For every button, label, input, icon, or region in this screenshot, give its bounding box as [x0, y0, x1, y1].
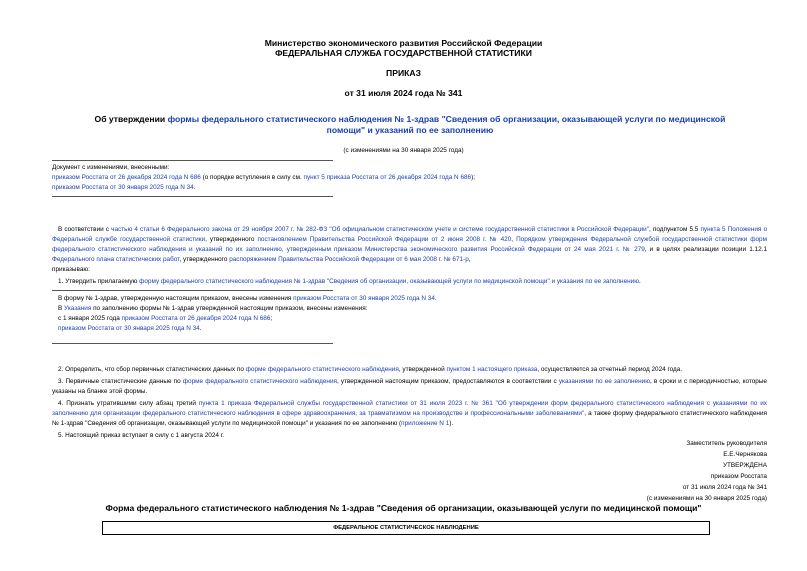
preamble-text — [52, 225, 767, 265]
item-5: 5. Настоящий приказ вступает в силу с 1 августа 2024 г. — [58, 432, 225, 439]
item4-link-appendix[interactable]: приложение N 1 — [401, 420, 450, 427]
divider-bottom — [52, 196, 333, 197]
amend-4 — [52, 324, 767, 334]
preamble-link-plan[interactable]: Федерального плана статистических работ — [52, 256, 180, 263]
amend1-link[interactable]: приказом Росстата от 30 января 2025 года N 34 — [293, 295, 435, 302]
amend2-t2: по заполнению формы № 1-здрав утвержденной настоящим приказом, внесены изменения: — [91, 305, 368, 312]
signer-role: Заместитель руководителя — [686, 440, 767, 447]
preamble-t6: , утвержденного — [179, 256, 230, 263]
form-title: Форма федерального статистического наблюдения № 1-здрав "Сведения об организации, оказывающей услуги по медицинской помощи" — [105, 503, 702, 513]
divider-amend-bottom — [52, 343, 333, 344]
item1-t2: . — [639, 278, 641, 285]
title-link[interactable]: формы федерального статистического наблюдения № 1-здрав "Сведения об организации, оказывающей услуги по медицинской помощи" и указаний по ее заполнению — [167, 114, 726, 135]
change-text: (о порядке вступления в силу см. — [200, 174, 304, 181]
item4-t2: , а также форму федерального статистического наблюдения № 1-здрав "Сведения об организации, оказывающей услуги по медицинской помощи" и указания по ее заполнению ( — [52, 410, 767, 427]
amend2-link[interactable]: Указания — [64, 305, 92, 312]
item3-t3: , в сроки и с периодичностью, которые указаны на бланке этой формы. — [52, 378, 767, 395]
divider-top — [52, 160, 333, 161]
preamble — [52, 225, 767, 287]
preamble-t2: , подпунктом 5.5 — [649, 226, 701, 233]
change-link-34[interactable]: приказом Росстата от 30 января 2025 года N 34 — [52, 184, 194, 191]
changes-item-1 — [52, 173, 767, 183]
title-prefix: Об утверждении — [94, 114, 168, 124]
item4-t1: 4. Признать утратившими силу абзац третий — [58, 400, 199, 407]
preamble-t5: , и в целях реализации позиции 1.12.1 — [644, 246, 767, 253]
fsn-header-box: ФЕДЕРАЛЬНОЕ СТАТИСТИЧЕСКОЕ НАБЛЮДЕНИЕ — [102, 521, 710, 535]
item1-t1: 1. Утвердить прилагаемую — [58, 278, 140, 285]
item4-t3: ). — [449, 420, 454, 427]
change-text-end: ); — [471, 174, 476, 181]
item3-link-instructions[interactable]: указаниями по ее заполнению — [558, 378, 650, 385]
change-text-end-2: . — [193, 184, 196, 191]
preamble-t3: , утвержденного — [205, 236, 258, 243]
preamble-t4: , — [511, 236, 517, 243]
divider-amend-top — [52, 290, 333, 291]
doc-date-number: от 31 июля 2024 года № 341 — [344, 88, 463, 98]
item2-t3: , осуществляется за отчетный период 2024 года. — [537, 366, 683, 373]
item-2 — [52, 365, 767, 375]
item1-link-form[interactable]: форму федерального статистического наблюдения № 1-здрав "Сведения об организации, оказывающей услуги по медицинской помощи" и указания по ее заполнению — [139, 278, 640, 285]
preamble-t1: В соответствии с — [58, 226, 112, 233]
preamble-link-law[interactable]: частью 4 статьи 6 Федерального закона от 29 ноября 2007 г. № 282-ФЗ "Об официальном статистическом учете и системе государственной статистики в Российской Федерации" — [111, 226, 650, 233]
item2-t2: , утвержденной — [398, 366, 447, 373]
amend1-end: . — [434, 295, 437, 302]
change-link-686[interactable]: приказом Росстата от 26 декабря 2024 года N 686 — [52, 174, 201, 181]
approved-date: от 31 июля 2024 года № 341 — [682, 484, 767, 491]
amend2-t1: В — [58, 305, 65, 312]
doc-type: ПРИКАЗ — [386, 68, 421, 78]
amend-3 — [52, 314, 767, 324]
amendments-block — [52, 294, 767, 334]
changes-item-2 — [52, 183, 767, 193]
change-link-686-p5[interactable]: пункт 5 приказа Росстата от 26 декабря 2024 года N 686 — [303, 174, 472, 181]
amend1-text: В форму № 1-здрав, утвержденную настоящим приказом, внесены изменения — [58, 295, 294, 302]
items-block — [52, 365, 767, 441]
item2-t1: 2. Определить, что сбор первичных статистических данных по — [58, 366, 246, 373]
item2-link-point[interactable]: пунктом 1 настоящего приказа — [446, 366, 538, 373]
item3-link-form[interactable]: форме федерального статистического наблюдения — [182, 378, 337, 385]
signer-name: Е.Е.Чернякова — [723, 451, 767, 458]
amend-2 — [52, 304, 767, 314]
amend3-end: ; — [270, 315, 273, 322]
amend-1 — [52, 294, 767, 304]
service-heading: ФЕДЕРАЛЬНАЯ СЛУЖБА ГОСУДАРСТВЕННОЙ СТАТИСТИКИ — [275, 48, 532, 58]
preamble-link-decree[interactable]: постановлением Правительства Российской Федерации от 2 июня 2008 г. № 420 — [257, 236, 512, 243]
ministry-heading: Министерство экономического развития Российской Федерации — [264, 38, 543, 48]
item3-t1: 3. Первичные статистические данные по — [58, 378, 183, 385]
item-3 — [52, 377, 767, 397]
changes-intro: Документ с изменениями, внесенными: — [52, 164, 170, 171]
amend4-link[interactable]: приказом Росстата от 30 января 2025 года N 34 — [58, 325, 200, 332]
redaction-note: (с изменениями на 30 января 2025 года) — [343, 147, 464, 154]
amend3-link[interactable]: приказом Росстата от 26 декабря 2024 года N 686 — [121, 315, 271, 322]
approved-by: приказом Росстата — [710, 473, 767, 480]
changes-block — [52, 163, 767, 193]
approved-label: УТВЕРЖДЕНА — [722, 462, 767, 469]
item-4 — [52, 399, 767, 429]
preamble-order: приказываю: — [52, 266, 90, 273]
preamble-link-procedure[interactable]: Порядком утверждения Федеральной службой государственной статистики форм федерального статистического наблюдения и указаний по их заполнению, утвержденным приказом Министерства экономического развития Российской Федерации от 24 мая 2021 г. № 279 — [52, 236, 767, 253]
doc-title — [80, 114, 740, 136]
item2-link-form[interactable]: форме федерального статистического наблюдения — [245, 366, 399, 373]
item3-t2: , утвержденной настоящим приказом, предоставляются в соответствии с — [336, 378, 559, 385]
signature-block — [567, 438, 767, 504]
amend3-text: с 1 января 2025 года — [58, 315, 122, 322]
item4-link-order[interactable]: пункта 1 приказа Федеральной службы государственной статистики от 31 июля 2023 г. № 361 "Об утверждении форм федерального статистического наблюдения с указаниями по их заполнению для организации федерального статистического наблюдения в сфере здравоохранения, за травматизмом на производстве и профессиональными заболеваниями" — [52, 400, 767, 417]
approved-changes: (с изменениями на 30 января 2025 года) — [646, 495, 767, 502]
item-1 — [52, 277, 767, 287]
preamble-link-order[interactable]: распоряжением Правительства Российской Федерации от 6 мая 2008 г. № 671-р — [229, 256, 469, 263]
preamble-link-regulation[interactable]: пункта 5 Положения о Федеральной службе государственной статистики — [52, 226, 768, 243]
preamble-t7: , — [468, 256, 471, 263]
amend4-end: . — [199, 325, 202, 332]
